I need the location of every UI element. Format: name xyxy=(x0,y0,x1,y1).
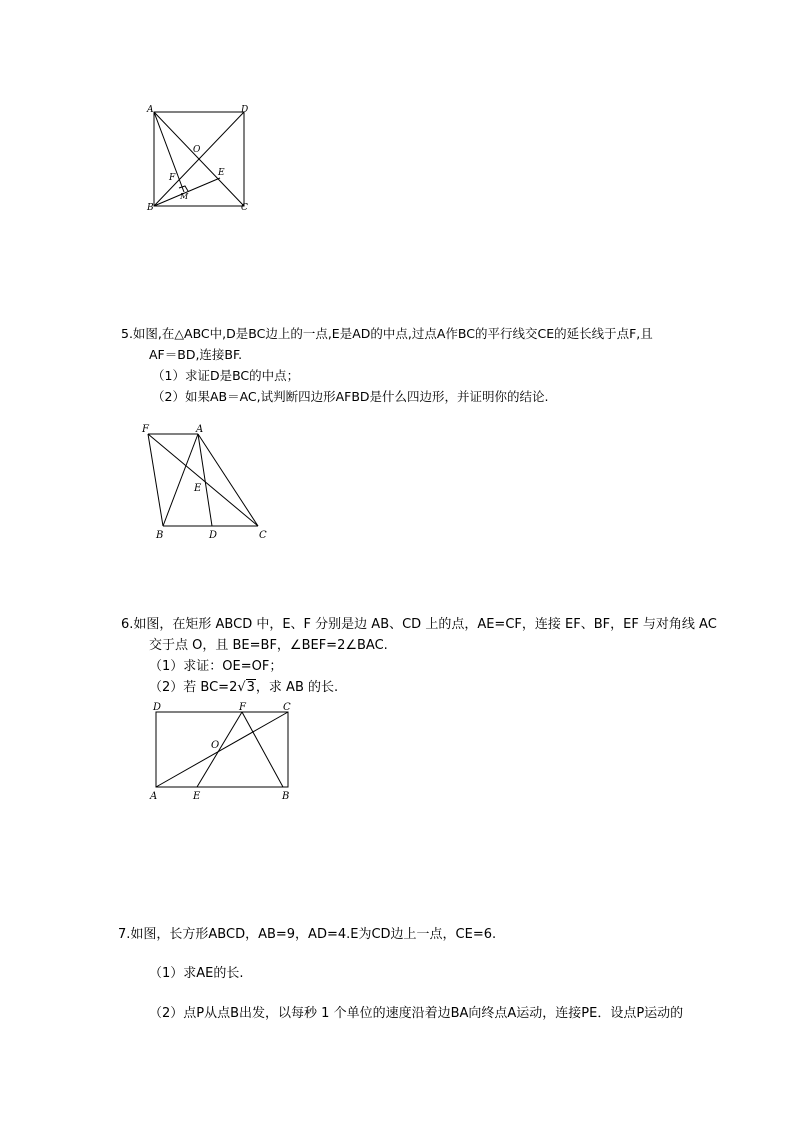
problem5-part2: （2）如果AB＝AC,试判断四边形AFBD是什么四边形，并证明你的结论. xyxy=(152,389,549,404)
label-d: D xyxy=(241,105,249,115)
label-d: D xyxy=(153,702,162,713)
segment-ab xyxy=(163,434,198,526)
segment-ad xyxy=(198,434,212,526)
problem6-statement-line2: 交于点 O，且 BE=BF，∠BEF=2∠BAC. xyxy=(149,638,388,653)
label-c: C xyxy=(241,203,248,213)
label-b: B xyxy=(147,203,154,213)
sqrt-radicand: 3 xyxy=(246,680,255,695)
problem6-statement-line1: 6.如图，在矩形 ABCD 中，E、F 分别是边 AB、CD 上的点，AE=CF，连接 EF、BF，EF 与对角线 AC xyxy=(121,617,717,632)
label-c: C xyxy=(259,530,267,541)
diagonal-ac xyxy=(156,712,288,787)
label-c: C xyxy=(283,702,291,713)
problem7-part2: （2）点P从点B出发，以每秒 1 个单位的速度沿着边BA向终点A运动，连接PE．设点P运动的 xyxy=(149,1006,684,1021)
figure-rectangle xyxy=(145,700,305,805)
segment-ac xyxy=(198,434,258,526)
label-a: A xyxy=(147,105,154,115)
label-a: A xyxy=(196,424,204,435)
problem6-part2-prefix: （2）若 BC=2 xyxy=(149,680,238,695)
figure-square xyxy=(140,100,260,215)
label-f: F xyxy=(142,424,149,435)
problem7-statement: 7.如图，长方形ABCD，AB=9，AD=4.E为CD边上一点，CE=6. xyxy=(118,927,497,942)
problem5-statement-line1: 5.如图,在△ABC中,D是BC边上的一点,E是AD的中点,过点A作BC的平行线交CE的延长线于点F,且 xyxy=(121,326,653,341)
label-a: A xyxy=(150,791,158,802)
problem6-part2-suffix: ，求 AB 的长. xyxy=(255,680,339,695)
label-f: F xyxy=(239,702,246,713)
label-e: E xyxy=(218,168,225,178)
problem7-part1: （1）求AE的长. xyxy=(149,966,244,981)
problem6-part2 xyxy=(149,680,338,696)
label-d: D xyxy=(209,530,218,541)
label-e: E xyxy=(193,791,201,802)
segment-fc xyxy=(148,434,258,526)
problem5-statement-line2: AF＝BD,连接BF. xyxy=(149,347,243,362)
label-b: B xyxy=(156,530,164,541)
problem6-part1: （1）求证：OE=OF； xyxy=(149,659,283,674)
label-o: O xyxy=(193,145,201,155)
label-o: O xyxy=(211,740,220,751)
problem5-part1: （1）求证D是BC的中点； xyxy=(152,368,300,383)
label-m: M xyxy=(180,192,189,201)
figure-triangle xyxy=(136,418,286,543)
segment-ef xyxy=(197,712,242,787)
label-f: F xyxy=(169,173,176,183)
label-e: E xyxy=(194,483,202,494)
segment-fb xyxy=(242,712,283,787)
sqrt-symbol: √3 xyxy=(237,680,255,695)
segment-fb xyxy=(148,434,163,526)
label-b: B xyxy=(282,791,290,802)
